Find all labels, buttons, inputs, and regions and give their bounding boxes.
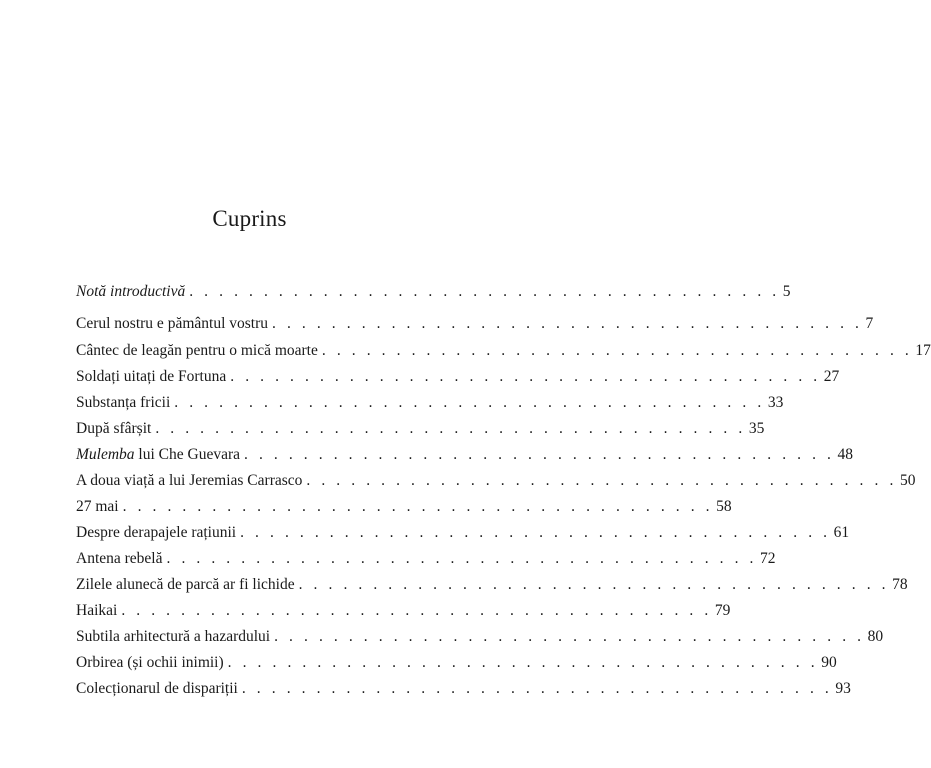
toc-entry-title-text: lui Che Guevara	[134, 446, 240, 463]
toc-entry-title	[76, 627, 270, 647]
toc-leader-dots: . . . . . . . . . . . . . . . . . . . . . . . . . . . . . . . . . . . . . . . .	[244, 446, 835, 463]
toc-leader-dots: . . . . . . . . . . . . . . . . . . . . . . . . . . . . . . . . . . . . . . . .	[298, 576, 890, 593]
toc-entry-page: 33	[767, 394, 784, 411]
toc-entry-title-italic: Mulemba	[76, 446, 135, 463]
toc-entry-page: 17	[915, 342, 931, 359]
toc-entry	[76, 419, 765, 439]
toc-entry	[76, 679, 851, 699]
toc-entry-title	[76, 679, 238, 699]
toc-entry-page: 93	[835, 680, 851, 697]
toc-entry-title-italic: Notă introductivă	[76, 283, 186, 300]
toc-entry-title	[76, 445, 240, 465]
toc-entry-page: 90	[821, 654, 837, 671]
toc-entry-page: 7	[865, 315, 874, 332]
toc-entry-page: 80	[867, 628, 884, 645]
toc-entry	[76, 523, 850, 543]
toc-leader-dots: . . . . . . . . . . . . . . . . . . . . . . . . . . . . . . . . . . . . . . . .	[166, 550, 758, 567]
toc-leader-dots: . . . . . . . . . . . . . . . . . . . . . . . . . . . . . . . . . . . . . . . .	[274, 628, 865, 645]
toc-entry-title	[76, 341, 318, 361]
toc-entry-title-text: Subtila arhitectură a hazardului	[76, 628, 271, 645]
toc-entry	[76, 575, 908, 595]
toc-entry	[76, 497, 732, 517]
toc-leader-dots: . . . . . . . . . . . . . . . . . . . . . . . . . . . . . . . . . . . . . . . .	[230, 368, 821, 385]
toc-leader-dots: . . . . . . . . . . . . . . . . . . . . . . . . . . . . . . . . . . . . . . . .	[321, 342, 913, 359]
toc-leader-dots: . . . . . . . . . . . . . . . . . . . . . . . . . . . . . . . . . . . . . . . .	[121, 602, 712, 619]
toc-leader-dots: . . . . . . . . . . . . . . . . . . . . . . . . . . . . . . . . . . . . . . . .	[306, 472, 897, 489]
toc-entry-page: 50	[899, 472, 916, 489]
toc-entry-page: 72	[760, 550, 776, 567]
toc-entry-page: 58	[716, 498, 732, 515]
toc-entry-title-text: Orbirea (și ochii inimii)	[76, 654, 224, 671]
toc-entry-title-text: Cântec de leagăn pentru o mică moarte	[76, 342, 318, 359]
toc-entry-title	[76, 549, 163, 569]
toc-entry	[76, 282, 791, 302]
toc-entry-page: 61	[833, 524, 850, 541]
toc-entry-title-text: Haikai	[76, 602, 118, 619]
toc-entry-title-text: A doua viață a lui Jeremias Carrasco	[76, 472, 303, 489]
toc-entry-page: 35	[748, 420, 765, 437]
toc-entry-title	[76, 653, 224, 673]
toc-leader-dots: . . . . . . . . . . . . . . . . . . . . . . . . . . . . . . . . . . . . . . . .	[174, 394, 765, 411]
toc-entry	[76, 627, 884, 647]
toc-entry	[76, 653, 837, 673]
toc-leader-dots: . . . . . . . . . . . . . . . . . . . . . . . . . . . . . . . . . . . . . . . .	[227, 654, 819, 671]
toc-entry-page: 27	[823, 368, 840, 385]
toc-leader-dots: . . . . . . . . . . . . . . . . . . . . . . . . . . . . . . . . . . . . . . . .	[272, 315, 863, 332]
toc-entry	[76, 471, 916, 491]
toc-entry-title	[76, 419, 151, 439]
toc-leader-dots: . . . . . . . . . . . . . . . . . . . . . . . . . . . . . . . . . . . . . . . .	[240, 524, 831, 541]
toc-entry-title-text: Antena rebelă	[76, 550, 163, 567]
toc-entry-title	[76, 497, 119, 517]
toc-entry	[76, 445, 854, 465]
toc-entry	[76, 367, 840, 387]
toc-entry-title	[76, 601, 117, 621]
toc-entry-title-text: 27 mai	[76, 498, 119, 515]
toc-entry-title-text: Soldați uitați de Fortuna	[76, 368, 227, 385]
toc-entry	[76, 549, 776, 569]
toc-entry-title-text: Cerul nostru e pământul vostru	[76, 315, 268, 332]
toc-leader-dots: . . . . . . . . . . . . . . . . . . . . . . . . . . . . . . . . . . . . . . . .	[189, 283, 780, 300]
toc-entry-title-text: După sfârșit	[76, 420, 152, 437]
toc-leader-dots: . . . . . . . . . . . . . . . . . . . . . . . . . . . . . . . . . . . . . . . .	[155, 420, 746, 437]
toc-entry-title	[76, 523, 236, 543]
toc-entry-title	[76, 314, 268, 334]
toc-leader-dots: . . . . . . . . . . . . . . . . . . . . . . . . . . . . . . . . . . . . . . . .	[122, 498, 714, 515]
toc-entry	[76, 393, 784, 413]
page-title: Cuprins	[212, 206, 287, 231]
toc-entry	[76, 601, 731, 621]
toc-entry-title-text: Substanța fricii	[76, 394, 171, 411]
toc-entry-title	[76, 367, 226, 387]
toc-entry-page: 79	[714, 602, 731, 619]
toc-entry	[76, 341, 931, 361]
toc-entry-page: 78	[892, 576, 908, 593]
toc-entry	[76, 314, 874, 334]
toc-entry-title	[76, 393, 170, 413]
toc-entry-title	[76, 575, 295, 595]
toc-entry-page: 48	[837, 446, 854, 463]
toc-entry-title	[76, 471, 302, 491]
toc-entry-title	[76, 282, 185, 302]
toc-entry-page: 5	[782, 283, 791, 300]
toc-leader-dots: . . . . . . . . . . . . . . . . . . . . . . . . . . . . . . . . . . . . . . . .	[241, 680, 833, 697]
toc-entry-title-text: Despre derapajele rațiunii	[76, 524, 237, 541]
toc-entry-title-text: Zilele alunecă de parcă ar fi lichide	[76, 576, 295, 593]
toc-entry-title-text: Colecționarul de dispariții	[76, 680, 238, 697]
